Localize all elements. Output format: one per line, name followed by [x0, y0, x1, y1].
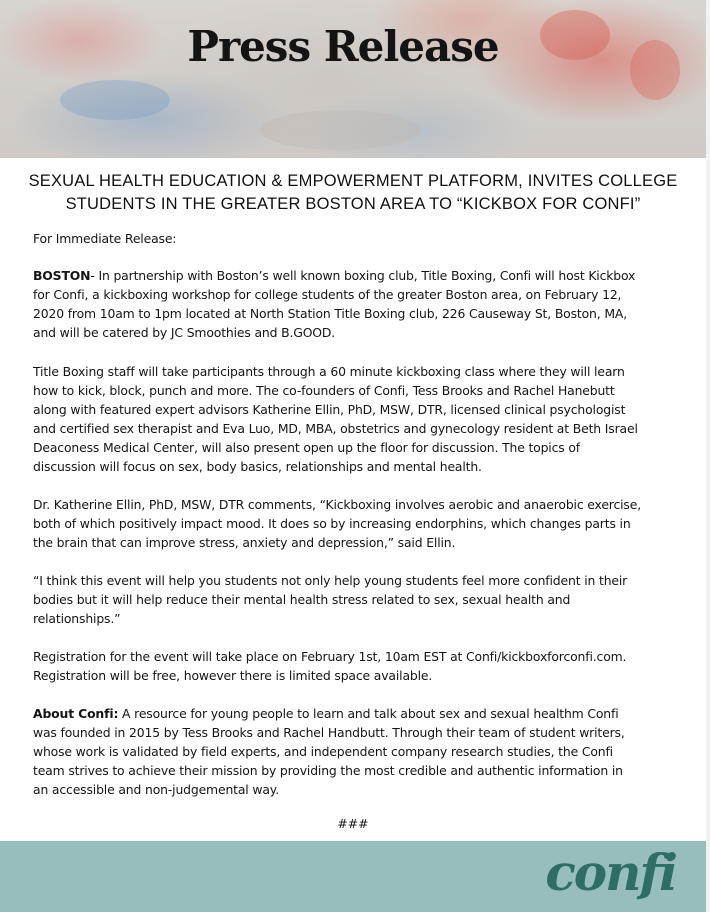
paint-splash-decoration: [260, 110, 420, 150]
paragraph-event-details: Title Boxing staff will take participants through a 60 minute kickboxing class where they will learn how to kick, block, punch and more. The co-founders of Confi, Tess Brooks and Rachel Hanebutt along with featured expert advisors Katherine Ellin, PhD, MSW, DTR, licensed clinical psychologist and certified sex therapist and Eva Luo, MD, MBA, obstetrics and gynecology resident at Beth Israel Deaconess Medical Center, will also present open up the floor for discussion. The topics of discussion will focus on sex, body basics, relationships and mental health.: [33, 364, 638, 474]
about-label: About Confi:: [33, 706, 119, 721]
headline-line: SEXUAL HEALTH EDUCATION & EMPOWERMENT PLATFORM, INVITES COLLEGE: [28, 172, 678, 190]
paragraph-quote-students: “I think this event will help you students not only help young students feel more confident in their bodies but it will help reduce their mental health stress related to sex, sexual health and relationships.”: [33, 573, 628, 626]
paragraph-registration: Registration for the event will take place on February 1st, 10am EST at Confi/kickboxforconfi.com. Registration will be free, however there is limited space available.: [33, 649, 627, 683]
dateline: BOSTON: [33, 268, 91, 283]
paragraph-about-confi: About Confi: A resource for young people to learn and talk about sex and sexual healthm Confi was founded in 2015 by Tess Brooks and Rachel Handbutt. Through their team of student writers, whose work is validated by field experts, and independent company research studies, the Confi team strives to achieve their mission by providing the most credible and authentic information in an accessible and non-judgemental way.: [33, 706, 625, 797]
paragraph-boston: BOSTON- In partnership with Boston’s well known boxing club, Title Boxing, Confi will host Kickbox for Confi, a kickboxing workshop for college students of the greater Boston area, on February 12, 2020 from 10am to 1pm located at North Station Title Boxing club, 226 Causeway St, Boston, MA, and will be catered by JC Smoothies and B.GOOD.: [33, 268, 636, 340]
paint-splash-decoration: [60, 80, 170, 120]
confi-logo: confi: [545, 843, 676, 902]
immediate-release-label: For Immediate Release:: [33, 231, 177, 246]
page-edge: [706, 0, 710, 912]
footer-band: [0, 841, 706, 912]
paragraph-quote-ellin: Dr. Katherine Ellin, PhD, MSW, DTR comments, “Kickboxing involves aerobic and anaerobic exercise, both of which positively impact mood. It does so by increasing endorphins, which changes parts in the brain that can improve stress, anxiety and depression,” said Ellin.: [33, 497, 641, 550]
end-mark: ###: [337, 816, 369, 831]
headline: [8, 170, 698, 216]
headline-line: STUDENTS IN THE GREATER BOSTON AREA TO “KICKBOX FOR CONFI”: [65, 195, 641, 213]
header-banner: [0, 0, 706, 158]
page-title: Press Release: [187, 22, 499, 71]
